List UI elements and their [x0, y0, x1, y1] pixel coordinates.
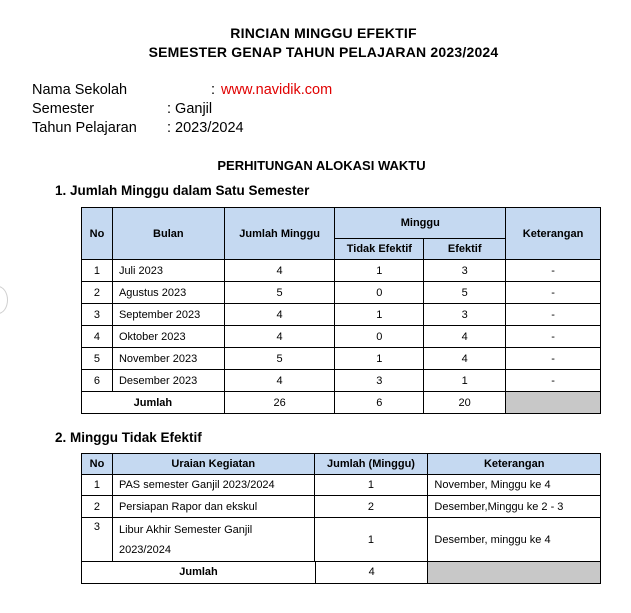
- table-row: [82, 518, 601, 562]
- th-no: No: [82, 454, 113, 475]
- cell-uraian: Persiapan Rapor dan ekskul: [112, 496, 314, 518]
- cell-uraian-line1: Libur Akhir Semester Ganjil: [118, 523, 253, 536]
- th-jumlah: Jumlah (Minggu): [314, 454, 428, 475]
- th-keterangan: Keterangan: [506, 208, 601, 260]
- cell-jumlah: 4: [224, 326, 335, 348]
- cell-bulan: September 2023: [112, 304, 224, 326]
- cell-bulan: Agustus 2023: [112, 282, 224, 304]
- table-row: [82, 475, 601, 496]
- cell-bulan: Juli 2023: [112, 260, 224, 282]
- year-label: Tahun Pelajaran: [32, 120, 137, 136]
- cell-efektif: 1: [424, 370, 506, 392]
- cell-tidak-efektif: 3: [335, 370, 424, 392]
- total-tidak-efektif: 6: [335, 392, 424, 414]
- th-jumlah-minggu: Jumlah Minggu: [224, 208, 335, 260]
- document-title-line2: SEMESTER GENAP TAHUN PELAJARAN 2023/2024: [148, 44, 499, 60]
- cell-efektif: 5: [424, 282, 506, 304]
- semester-value: : Ganjil: [167, 101, 213, 117]
- cell-jumlah: 5: [224, 348, 335, 370]
- cell-bulan: November 2023: [112, 348, 224, 370]
- cell-tidak-efektif: 0: [335, 282, 424, 304]
- edge-scroll-handle: [0, 286, 8, 314]
- cell-keterangan: Desember,Minggu ke 2 - 3: [428, 496, 601, 518]
- cell-tidak-efektif: 1: [335, 304, 424, 326]
- cell-efektif: 4: [424, 348, 506, 370]
- table-row: [82, 496, 601, 518]
- cell-jumlah: 4: [224, 370, 335, 392]
- table-row: [82, 370, 601, 392]
- cell-tidak-efektif: 0: [335, 326, 424, 348]
- cell-no: 2: [82, 282, 113, 304]
- th-keterangan: Keterangan: [428, 454, 601, 475]
- school-colon: :: [211, 82, 216, 98]
- cell-jumlah: 1: [314, 475, 428, 496]
- cell-uraian: PAS semester Ganjil 2023/2024: [112, 475, 314, 496]
- cell-keterangan: -: [506, 370, 601, 392]
- cell-jumlah: 2: [314, 496, 428, 518]
- cell-keterangan: -: [506, 282, 601, 304]
- cell-keterangan: -: [506, 326, 601, 348]
- semester-label: Semester: [32, 101, 95, 117]
- section2-title: 2. Minggu Tidak Efektif: [55, 430, 202, 445]
- total-label-cell: [82, 562, 428, 584]
- table-row: [82, 304, 601, 326]
- school-link[interactable]: www.navidik.com: [221, 82, 333, 98]
- section-heading: PERHITUNGAN ALOKASI WAKTU: [217, 158, 426, 173]
- cell-keterangan: Desember, minggu ke 4: [428, 518, 601, 562]
- cell-bulan: Desember 2023: [112, 370, 224, 392]
- total-keterangan-blank: [506, 392, 601, 414]
- total-jumlah: 4: [368, 566, 375, 578]
- cell-no: 6: [82, 370, 113, 392]
- cell-no: 1: [82, 260, 113, 282]
- cell-keterangan: -: [506, 260, 601, 282]
- cell-uraian-line2: 2023/2024: [118, 543, 171, 556]
- cell-no: 3: [82, 304, 113, 326]
- total-jumlah: 26: [224, 392, 335, 414]
- cell-no: 4: [82, 326, 113, 348]
- year-value: : 2023/2024: [167, 120, 244, 136]
- th-uraian: Uraian Kegiatan: [112, 454, 314, 475]
- total-row: [82, 562, 601, 584]
- th-minggu: Minggu: [335, 208, 506, 239]
- th-bulan: Bulan: [112, 208, 224, 260]
- cell-efektif: 3: [424, 304, 506, 326]
- total-label: Jumlah: [82, 562, 316, 583]
- total-label: Jumlah: [82, 392, 225, 414]
- table-ineffective-weeks: [81, 453, 601, 584]
- total-keterangan-blank: [428, 562, 601, 584]
- cell-tidak-efektif: 1: [335, 348, 424, 370]
- th-tidak-efektif: Tidak Efektif: [335, 239, 424, 260]
- table-row: [82, 282, 601, 304]
- th-efektif: Efektif: [424, 239, 506, 260]
- cell-no: 5: [82, 348, 113, 370]
- cell-no: 2: [82, 496, 113, 518]
- cell-efektif: 3: [424, 260, 506, 282]
- cell-jumlah: 4: [224, 260, 335, 282]
- cell-jumlah: 1: [314, 518, 428, 562]
- table-effective-weeks: [81, 207, 601, 414]
- total-row: [82, 392, 601, 414]
- cell-no: 3: [82, 518, 113, 562]
- table-row: [82, 260, 601, 282]
- th-no: No: [82, 208, 113, 260]
- school-label: Nama Sekolah: [32, 82, 128, 98]
- cell-jumlah: 4: [224, 304, 335, 326]
- section1-title: 1. Jumlah Minggu dalam Satu Semester: [55, 183, 310, 198]
- table-row: [82, 348, 601, 370]
- cell-jumlah: 5: [224, 282, 335, 304]
- cell-efektif: 4: [424, 326, 506, 348]
- document-title-line1: RINCIAN MINGGU EFEKTIF: [230, 25, 417, 41]
- table-row: [82, 326, 601, 348]
- cell-bulan: Oktober 2023: [112, 326, 224, 348]
- cell-keterangan: November, Minggu ke 4: [428, 475, 601, 496]
- cell-uraian: [112, 518, 314, 562]
- total-efektif: 20: [424, 392, 506, 414]
- cell-keterangan: -: [506, 348, 601, 370]
- cell-tidak-efektif: 1: [335, 260, 424, 282]
- cell-no: 1: [82, 475, 113, 496]
- cell-keterangan: -: [506, 304, 601, 326]
